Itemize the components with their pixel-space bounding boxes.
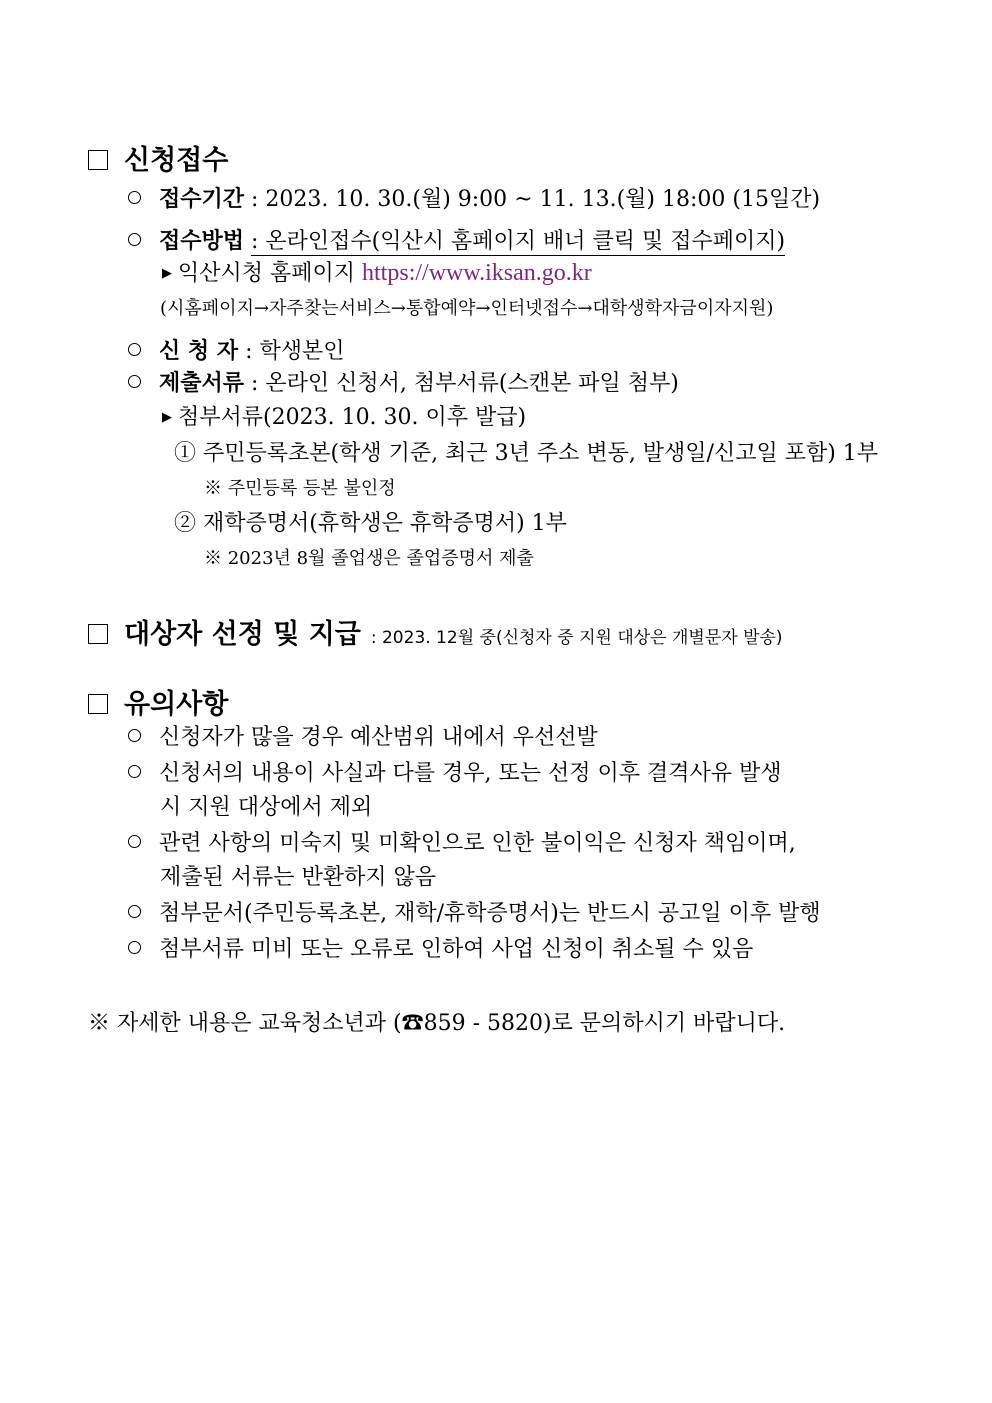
homepage-link[interactable]: https://www.iksan.go.kr [362, 260, 592, 286]
item-value: : 2023. 10. 30.(월) 9:00 ~ 11. 13.(월) 18:00 (15일간) [251, 187, 821, 212]
circle-bullet-icon [128, 729, 141, 742]
note-text: 신청자가 많을 경우 예산범위 내에서 우선선발 [159, 725, 598, 750]
section-heading-application [88, 138, 228, 177]
notes-item-3-continued: 제출된 서류는 반환하지 않음 [160, 865, 437, 890]
section-title: 신청접수 [124, 145, 229, 176]
list-item-period [128, 182, 820, 213]
note-text: 관련 사항의 미숙지 및 미확인으로 인한 불이익은 신청자 책임이며, [159, 831, 796, 856]
document-note-1: ※ 주민등록 등본 불인정 [204, 478, 396, 499]
item-label: 신 청 자 [159, 339, 239, 364]
item-value: : 학생본인 [245, 339, 345, 364]
section-heading-selection [88, 612, 783, 651]
notes-item-5 [128, 932, 753, 963]
circle-bullet-icon [128, 905, 141, 918]
item-value: : 온라인 신청서, 첨부서류(스캔본 파일 첨부) [251, 371, 679, 396]
notes-item-1 [128, 720, 598, 751]
note-text: 첨부서류 미비 또는 오류로 인하여 사업 신청이 취소될 수 있음 [159, 937, 754, 962]
item-label: 제출서류 [159, 371, 245, 396]
document-item-1: ① 주민등록초본(학생 기준, 최근 3년 주소 변동, 발생일/신고일 포함) 1부 [174, 441, 879, 466]
contact-note: ※ 자세한 내용은 교육청소년과 (☎859 - 5820)로 문의하시기 바랍니다. [88, 1011, 786, 1036]
attachment-line [162, 400, 526, 431]
document-item-2: ② 재학증명서(휴학생은 휴학증명서) 1부 [174, 511, 567, 536]
circle-bullet-icon [128, 233, 141, 246]
notes-item-2 [128, 756, 782, 787]
checkbox-square-icon [88, 624, 108, 644]
triangle-bullet-icon: ▶ [162, 266, 172, 281]
item-value: : 온라인접수(익산시 홈페이지 배너 클릭 및 접수페이지) [251, 229, 786, 254]
circle-bullet-icon [128, 765, 141, 778]
list-item-applicant [128, 334, 345, 365]
homepage-label: 익산시청 홈페이지 [178, 261, 356, 286]
circle-bullet-icon [128, 191, 141, 204]
checkbox-square-icon [88, 150, 108, 170]
triangle-bullet-icon: ▶ [162, 410, 172, 425]
circle-bullet-icon [128, 375, 141, 388]
homepage-line [162, 256, 592, 287]
section-detail: : 2023. 12월 중(신청자 중 지원 대상은 개별문자 발송) [370, 628, 783, 648]
notes-item-2-continued: 시 지원 대상에서 제외 [160, 795, 373, 820]
notes-item-4 [128, 896, 821, 927]
list-item-documents [128, 366, 679, 397]
note-text: 첨부문서(주민등록초본, 재학/휴학증명서)는 반드시 공고일 이후 발행 [159, 901, 821, 926]
item-label: 접수방법 [159, 229, 245, 254]
section-heading-notes [88, 682, 228, 721]
navigation-path: (시홈페이지→자주찾는서비스→통합예약→인터넷접수→대학생학자금이자지원) [160, 298, 774, 319]
attachment-text: 첨부서류(2023. 10. 30. 이후 발급) [178, 405, 527, 430]
notes-item-3 [128, 826, 796, 857]
document-note-2: ※ 2023년 8월 졸업생은 졸업증명서 제출 [204, 548, 534, 569]
checkbox-square-icon [88, 694, 108, 714]
section-title: 유의사항 [124, 689, 229, 720]
circle-bullet-icon [128, 835, 141, 848]
circle-bullet-icon [128, 343, 141, 356]
circle-bullet-icon [128, 941, 141, 954]
list-item-method [128, 224, 785, 255]
section-title: 대상자 선정 및 지급 [124, 619, 361, 650]
note-text: 신청서의 내용이 사실과 다를 경우, 또는 선정 이후 결격사유 발생 [159, 761, 782, 786]
item-label: 접수기간 [159, 187, 245, 212]
